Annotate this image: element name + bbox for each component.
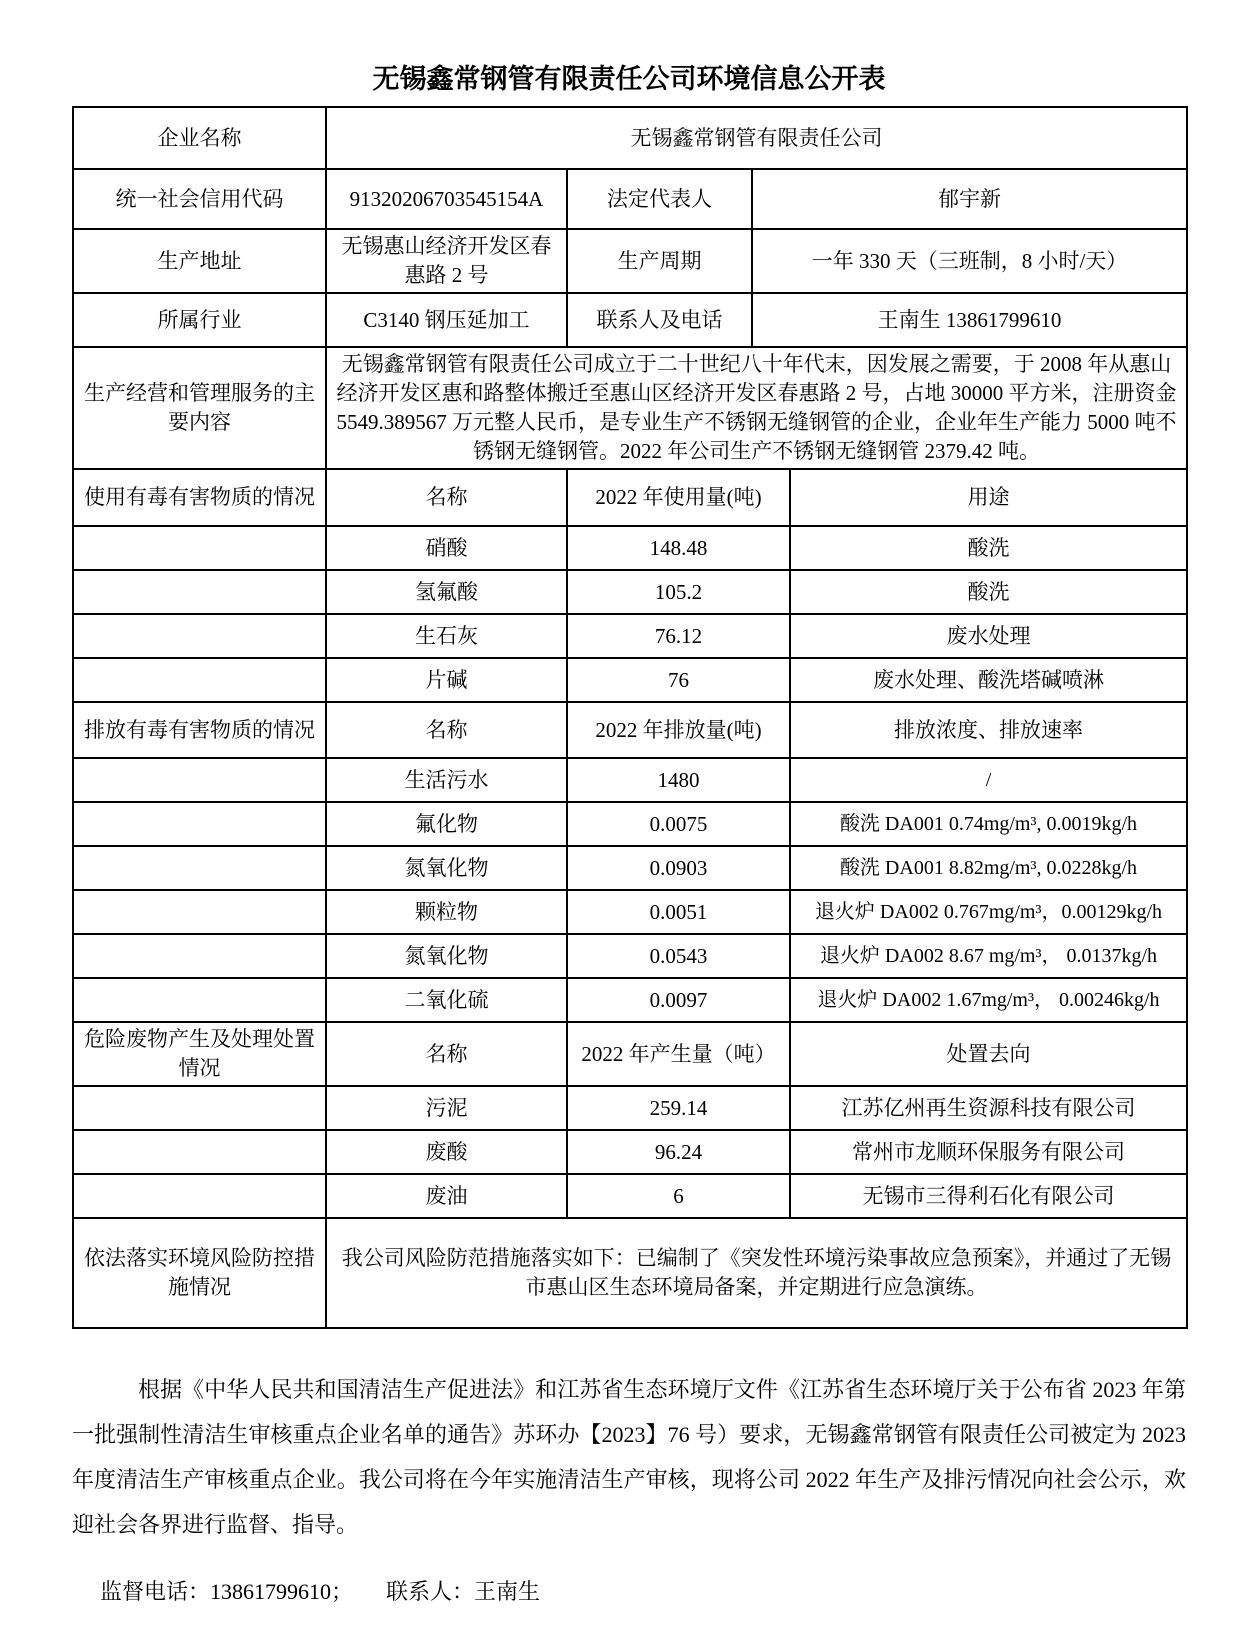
table-row: [73, 229, 1187, 293]
environment-data-table: [72, 470, 1188, 1329]
column-header-concentration: 排放浓度、排放速率: [790, 702, 1187, 758]
empty-cell: [73, 526, 326, 570]
column-header-name: 名称: [326, 470, 567, 526]
pollutant-amount-cell: 0.0051: [567, 890, 790, 934]
column-header-name: 名称: [326, 1022, 567, 1086]
column-header-name: 名称: [326, 702, 567, 758]
substance-amount-cell: 76: [567, 658, 790, 702]
table-row: [73, 570, 1187, 614]
substance-name-cell: 生石灰: [326, 614, 567, 658]
business-scope-value: 无锡鑫常钢管有限责任公司成立于二十世纪八十年代末，因发展之需要，于 2008 年从惠山经济开发区惠和路整体搬迁至惠山区经济开发区春惠路 2 号，占地 30000 平方米，注册资金 5549.389567 万元整人民币，是专业生产不锈钢无缝钢管的企业，企业年生产能力 5000 吨不锈钢无缝钢管。2022 年公司生产不锈钢无缝钢管 2379.42 吨。: [326, 347, 1187, 469]
business-scope-label: 生产经营和管理服务的主要内容: [73, 347, 326, 469]
table-row: [73, 802, 1187, 846]
column-header-amount: 2022 年排放量(吨): [567, 702, 790, 758]
pollutant-name-cell: 颗粒物: [326, 890, 567, 934]
empty-cell: [73, 1130, 326, 1174]
risk-control-value: 我公司风险防范措施落实如下：已编制了《突发性环境污染事故应急预案》，并通过了无锡市惠山区生态环境局备案，并定期进行应急演练。: [326, 1218, 1187, 1328]
hazardous-waste-section-label: 危险废物产生及处理处置情况: [73, 1022, 326, 1086]
waste-amount-cell: 6: [567, 1174, 790, 1218]
pollutant-amount-cell: 0.0903: [567, 846, 790, 890]
waste-disposal-cell: 江苏亿州再生资源科技有限公司: [790, 1086, 1187, 1130]
table-row: [73, 658, 1187, 702]
empty-cell: [73, 846, 326, 890]
waste-disposal-cell: 常州市龙顺环保服务有限公司: [790, 1130, 1187, 1174]
empty-cell: [73, 934, 326, 978]
empty-cell: [73, 978, 326, 1022]
industry-label: 所属行业: [73, 293, 326, 347]
column-header-amount: 2022 年使用量(吨): [567, 470, 790, 526]
table-row: [73, 169, 1187, 229]
legal-rep-label: 法定代表人: [567, 169, 752, 229]
table-row: [73, 1218, 1187, 1328]
table-row: [73, 934, 1187, 978]
waste-name-cell: 污泥: [326, 1086, 567, 1130]
substance-amount-cell: 105.2: [567, 570, 790, 614]
pollutant-amount-cell: 0.0097: [567, 978, 790, 1022]
contact-value: 王南生 13861799610: [752, 293, 1187, 347]
company-name-label: 企业名称: [73, 107, 326, 169]
credit-code-value: 91320206703545154A: [326, 169, 567, 229]
empty-cell: [73, 658, 326, 702]
substance-name-cell: 硝酸: [326, 526, 567, 570]
table-row: [73, 978, 1187, 1022]
empty-cell: [73, 570, 326, 614]
waste-name-cell: 废酸: [326, 1130, 567, 1174]
pollutant-name-cell: 氟化物: [326, 802, 567, 846]
waste-disposal-cell: 无锡市三得利石化有限公司: [790, 1174, 1187, 1218]
table-row: [73, 1174, 1187, 1218]
page-title: 无锡鑫常钢管有限责任公司环境信息公开表: [372, 64, 886, 94]
credit-code-label: 统一社会信用代码: [73, 169, 326, 229]
substance-amount-cell: 148.48: [567, 526, 790, 570]
pollutant-amount-cell: 0.0075: [567, 802, 790, 846]
production-cycle-value: 一年 330 天（三班制，8 小时/天）: [752, 229, 1187, 293]
column-header-disposal: 处置去向: [790, 1022, 1187, 1086]
section-header-row: [73, 470, 1187, 526]
pollutant-concentration-cell: /: [790, 758, 1187, 802]
pollutant-name-cell: 氮氧化物: [326, 934, 567, 978]
table-row: [73, 347, 1187, 469]
table-row: [73, 758, 1187, 802]
waste-amount-cell: 96.24: [567, 1130, 790, 1174]
empty-cell: [73, 1086, 326, 1130]
substance-name-cell: 片碱: [326, 658, 567, 702]
pollutant-concentration-cell: 酸洗 DA001 8.82mg/m³, 0.0228kg/h: [790, 846, 1187, 890]
empty-cell: [73, 890, 326, 934]
table-row: [73, 614, 1187, 658]
basic-info-table: [72, 106, 1188, 470]
contact-label: 联系人及电话: [567, 293, 752, 347]
table-row: [73, 1086, 1187, 1130]
table-row: [73, 107, 1187, 169]
industry-value: C3140 钢压延加工: [326, 293, 567, 347]
pollutant-concentration-cell: 退火炉 DA002 1.67mg/m³， 0.00246kg/h: [790, 978, 1187, 1022]
pollutant-name-cell: 二氧化硫: [326, 978, 567, 1022]
substance-usage-cell: 酸洗: [790, 526, 1187, 570]
toxic-discharge-section-label: 排放有毒有害物质的情况: [73, 702, 326, 758]
legal-rep-value: 郁宇新: [752, 169, 1187, 229]
table-row: [73, 890, 1187, 934]
production-cycle-label: 生产周期: [567, 229, 752, 293]
section-header-row: [73, 1022, 1187, 1086]
table-row: [73, 526, 1187, 570]
pollutant-concentration-cell: 酸洗 DA001 0.74mg/m³, 0.0019kg/h: [790, 802, 1187, 846]
pollutant-concentration-cell: 退火炉 DA002 0.767mg/m³，0.00129kg/h: [790, 890, 1187, 934]
column-header-usage: 用途: [790, 470, 1187, 526]
column-header-amount: 2022 年产生量（吨）: [567, 1022, 790, 1086]
address-value: 无锡惠山经济开发区春惠路 2 号: [326, 229, 567, 293]
pollutant-name-cell: 氮氧化物: [326, 846, 567, 890]
pollutant-name-cell: 生活污水: [326, 758, 567, 802]
substance-usage-cell: 废水处理、酸洗塔碱喷淋: [790, 658, 1187, 702]
waste-name-cell: 废油: [326, 1174, 567, 1218]
pollutant-amount-cell: 0.0543: [567, 934, 790, 978]
substance-name-cell: 氢氟酸: [326, 570, 567, 614]
table-row: [73, 293, 1187, 347]
substance-usage-cell: 废水处理: [790, 614, 1187, 658]
table-row: [73, 1130, 1187, 1174]
empty-cell: [73, 1174, 326, 1218]
pollutant-amount-cell: 1480: [567, 758, 790, 802]
substance-amount-cell: 76.12: [567, 614, 790, 658]
company-name-value: 无锡鑫常钢管有限责任公司: [326, 107, 1187, 169]
substance-usage-cell: 酸洗: [790, 570, 1187, 614]
waste-amount-cell: 259.14: [567, 1086, 790, 1130]
empty-cell: [73, 614, 326, 658]
section-header-row: [73, 702, 1187, 758]
empty-cell: [73, 758, 326, 802]
empty-cell: [73, 802, 326, 846]
risk-control-section-label: 依法落实环境风险防控措施情况: [73, 1218, 326, 1328]
pollutant-concentration-cell: 退火炉 DA002 8.67 mg/m³， 0.0137kg/h: [790, 934, 1187, 978]
supervision-contact-line: 监督电话：13861799610； 联系人：王南生: [100, 1579, 541, 1604]
toxic-use-section-label: 使用有毒有害物质的情况: [73, 470, 326, 526]
announcement-paragraph: 根据《中华人民共和国清洁生产促进法》和江苏省生态环境厅文件《江苏省生态环境厅关于公布省 2023 年第一批强制性清洁生审核重点企业名单的通告》苏环办【2023】76 号）要求，无锡鑫常钢管有限责任公司被定为 2023 年度清洁生产审核重点企业。我公司将在今年实施清洁生产审核，现将公司 2022 年生产及排污情况向社会公示，欢迎社会各界进行监督、指导。: [72, 1377, 1186, 1537]
address-label: 生产地址: [73, 229, 326, 293]
table-row: [73, 846, 1187, 890]
